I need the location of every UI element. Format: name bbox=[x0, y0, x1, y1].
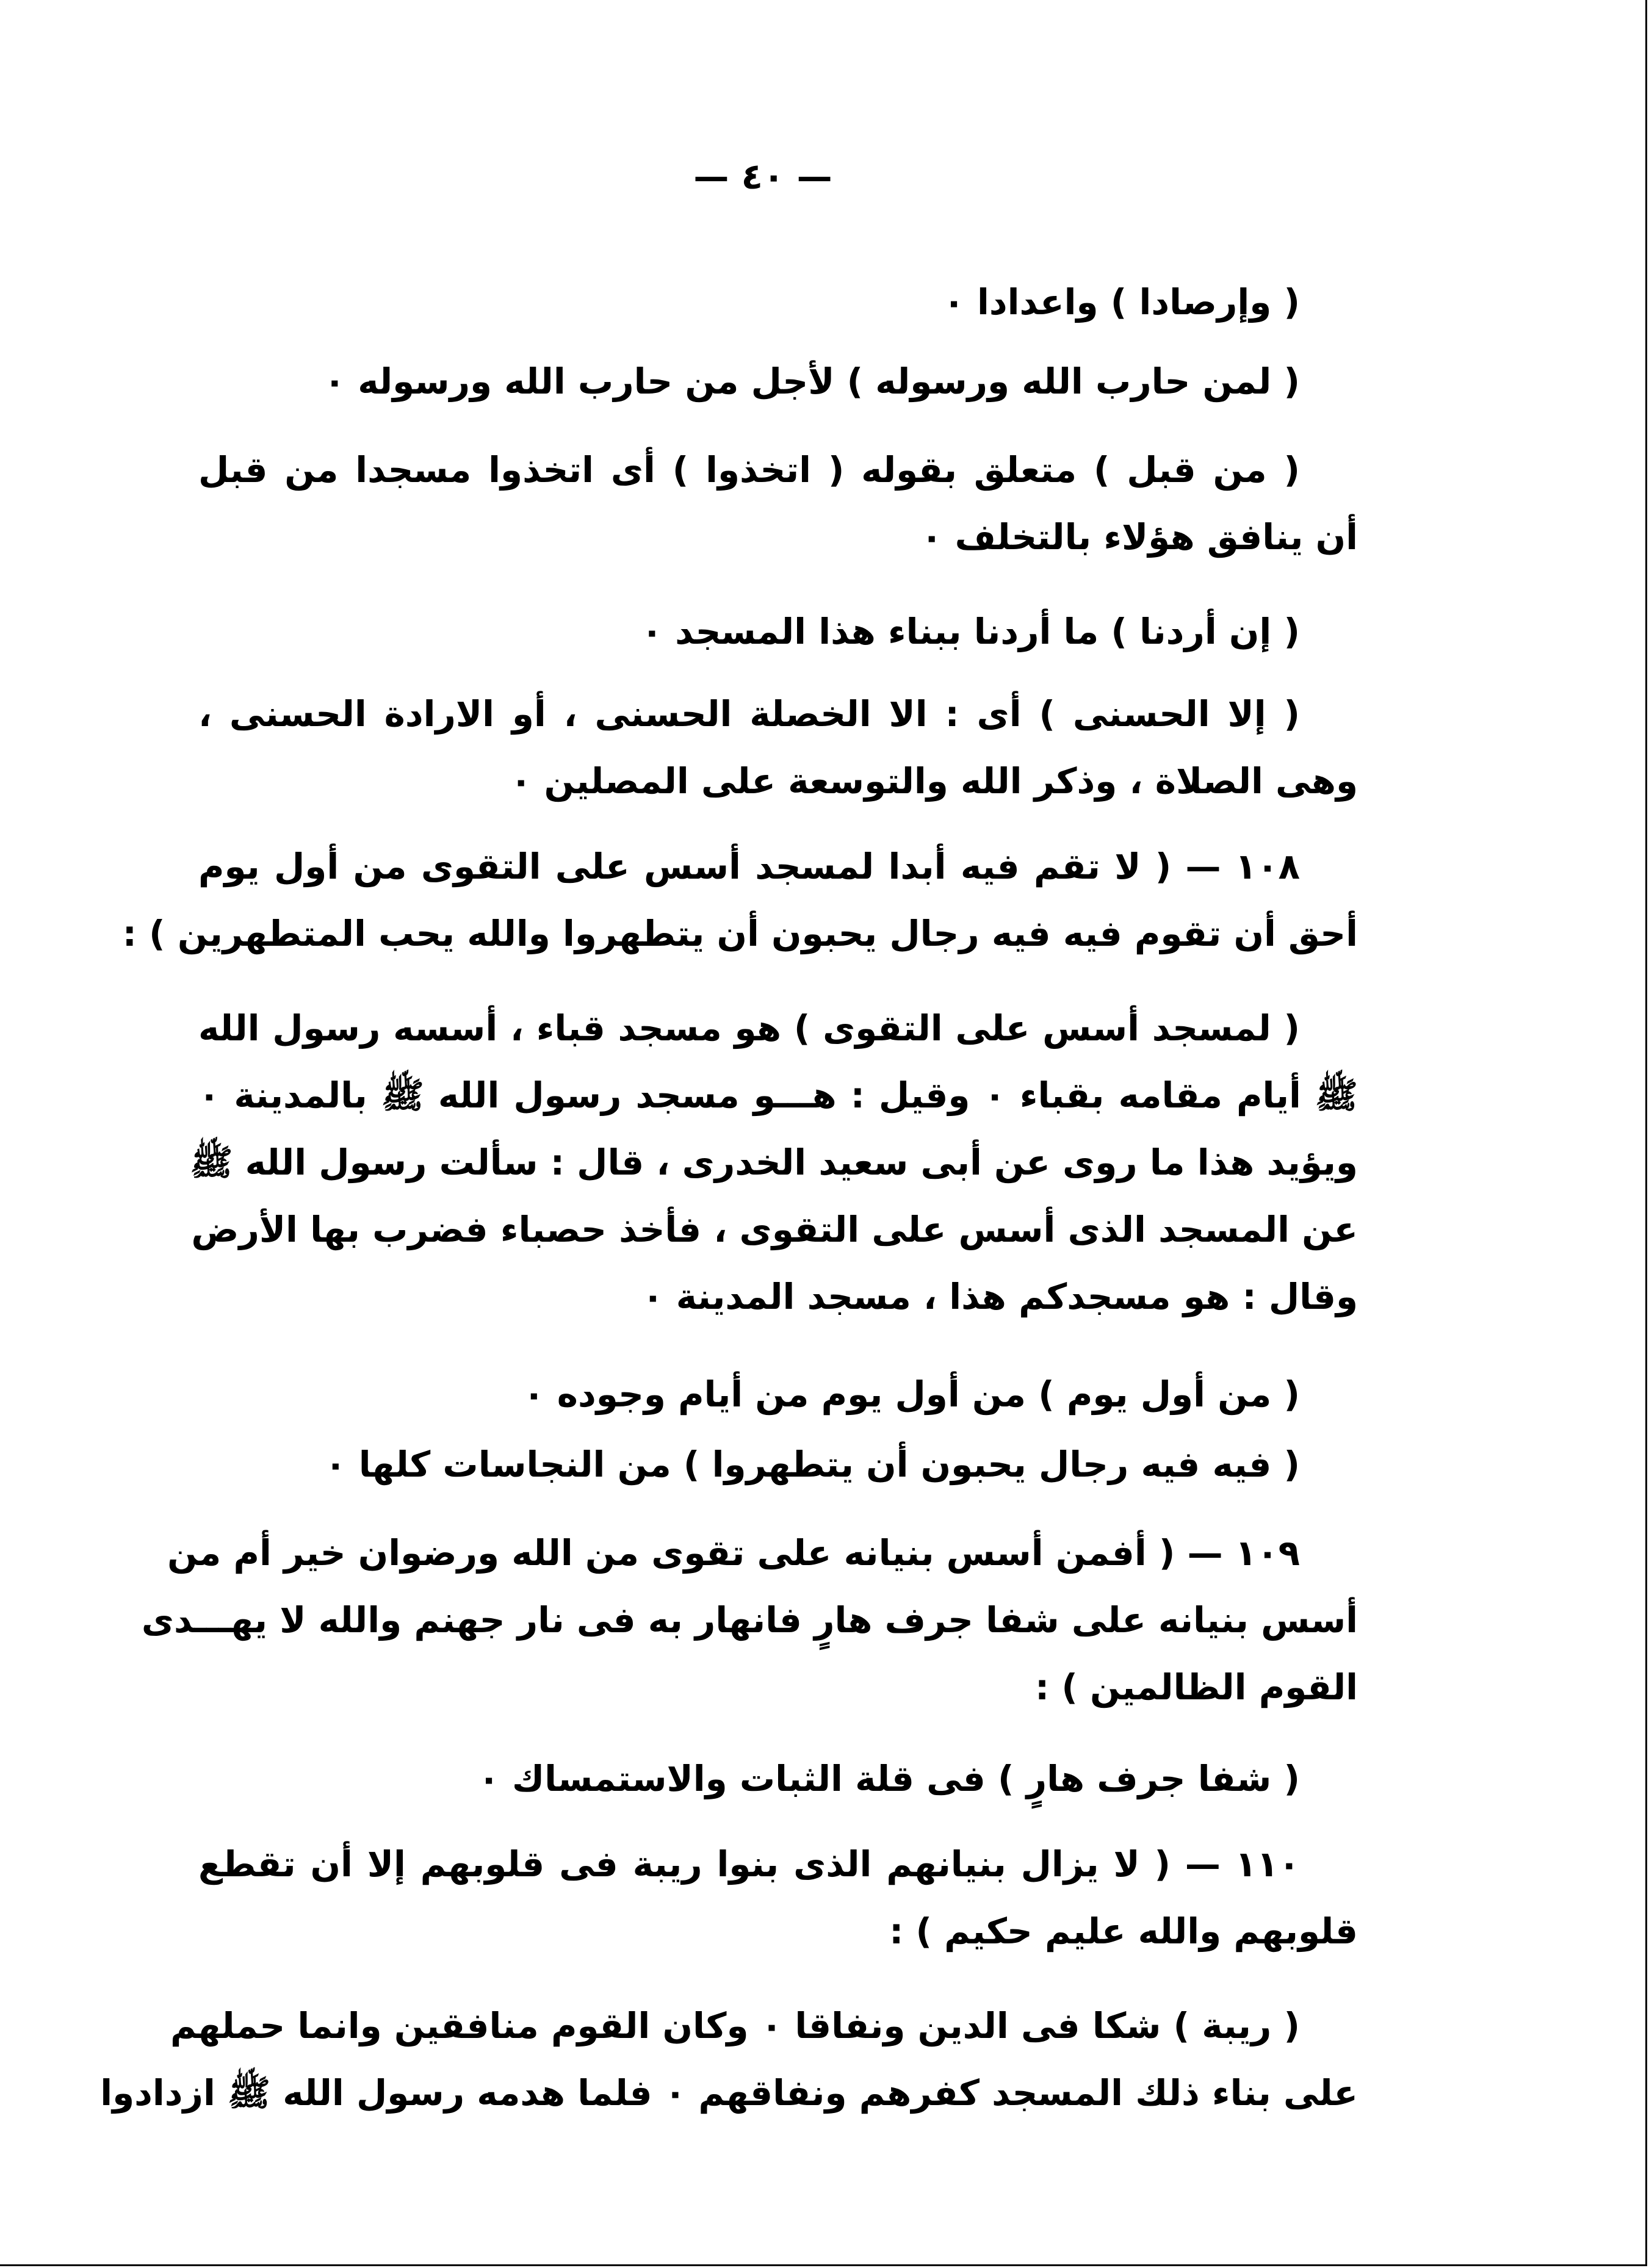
paragraph-8 bbox=[198, 1361, 1358, 1428]
paragraph-7 bbox=[190, 995, 1358, 1330]
text-line: ( شفا جرف هارٍ ) فى قلة الثبات والاستمساك ٠ bbox=[478, 1758, 1300, 1799]
text-line: أن ينافق هؤلاء بالتخلف ٠ bbox=[920, 516, 1358, 558]
text-line: ١٠٨ — ( لا تقم فيه أبدا لمسجد أسس على التقوى من أول يوم bbox=[198, 846, 1300, 887]
text-line: ( ريبة ) شكا فى الدين ونفاقا ٠ وكان القوم منافقين وانما حملهم bbox=[170, 2005, 1300, 2047]
page-number: — ٤٠ — bbox=[693, 156, 832, 197]
text-line: ( لمن حارب الله ورسوله ) لأجل من حارب الله ورسوله ٠ bbox=[323, 361, 1300, 402]
text-line: أسس بنيانه على شفا جرف هارٍ فانهار به فى نار جهنم والله لا يهـــدى bbox=[141, 1599, 1358, 1641]
paragraph-5 bbox=[198, 680, 1358, 815]
paragraph-verse-108 bbox=[122, 833, 1358, 967]
text-line: ( إن أردنا ) ما أردنا ببناء هذا المسجد ٠ bbox=[641, 611, 1300, 652]
paragraph-13 bbox=[100, 1992, 1358, 2126]
text-line: وقال : هو مسجدكم هذا ، مسجد المدينة ٠ bbox=[642, 1276, 1358, 1317]
paragraph-1 bbox=[198, 268, 1358, 336]
paragraph-verse-109 bbox=[141, 1519, 1358, 1721]
paragraph-3 bbox=[198, 436, 1358, 571]
text-line: ( من أول يوم ) من أول يوم من أيام وجوده ٠ bbox=[523, 1373, 1300, 1415]
paragraph-verse-110 bbox=[198, 1831, 1358, 1965]
text-line: ( وإرصادا ) واعدادا ٠ bbox=[943, 281, 1300, 323]
text-line: ( لمسجد أسس على التقوى ) هو مسجد قباء ، أسسه رسول الله bbox=[198, 1007, 1300, 1049]
text-line: على بناء ذلك المسجد كفرهم ونفاقهم ٠ فلما هدمه رسول الله ﷺ ازدادوا bbox=[100, 2072, 1358, 2114]
paragraph-9 bbox=[198, 1431, 1358, 1498]
text-line: ويؤيد هذا ما روى عن أبى سعيد الخدرى ، قال : سألت رسول الله ﷺ bbox=[190, 1142, 1358, 1183]
text-line: قلوبهم والله عليم حكيم ) : bbox=[889, 1910, 1358, 1952]
text-line: ( فيه فيه رجال يحبون أن يتطهروا ) من النجاسات كلها ٠ bbox=[325, 1444, 1300, 1485]
text-line: القوم الظالمين ) : bbox=[1034, 1666, 1358, 1708]
paragraph-2 bbox=[198, 348, 1358, 415]
text-line: ( من قبل ) متعلق بقوله ( اتخذوا ) أى اتخذوا مسجدا من قبل bbox=[198, 449, 1300, 491]
paragraph-11 bbox=[198, 1745, 1358, 1812]
text-line: ١٠٩ — ( أفمن أسس بنيانه على تقوى من الله ورضوان خير أم من bbox=[167, 1532, 1300, 1574]
text-line: عن المسجد الذى أسس على التقوى ، فأخذ حصباء فضرب بها الأرض bbox=[191, 1209, 1358, 1250]
text-line: ﷺ أيام مقامه بقباء ٠ وقيل : هـــو مسجد رسول الله ﷺ بالمدينة ٠ bbox=[198, 1075, 1358, 1116]
text-line: وهى الصلاة ، وذكر الله والتوسعة على المصلين ٠ bbox=[510, 760, 1358, 802]
text-line: ( إلا الحسنى ) أى : الا الخصلة الحسنى ، أو الارادة الحسنى ، bbox=[198, 693, 1300, 735]
paragraph-4 bbox=[198, 598, 1358, 665]
text-line: ١١٠ — ( لا يزال بنيانهم الذى بنوا ريبة فى قلوبهم إلا أن تقطع bbox=[198, 1843, 1300, 1885]
text-line: أحق أن تقوم فيه فيه رجال يحبون أن يتطهروا والله يحب المتطهرين ) : bbox=[122, 913, 1358, 954]
